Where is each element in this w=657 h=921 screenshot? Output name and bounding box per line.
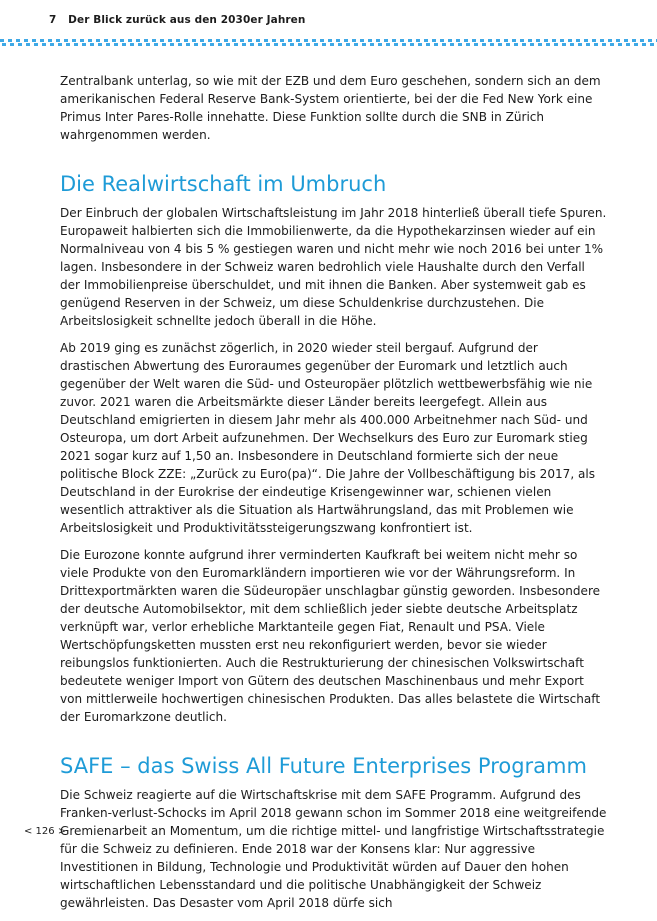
chapter-number: 7: [49, 14, 57, 26]
page-number: < 126 >: [24, 826, 67, 837]
paragraph: Der Einbruch der globalen Wirtschaftsleistung im Jahr 2018 hinterließ überall tiefe Spuren. Europaweit halbierten sich die Immobilienwerte, da die Hypothekarzinsen wieder auf ein Normalniveau von 4 bis 5 % gestiegen waren und nicht mehr wie noch 2016 bei unter 1% lagen. Insbesondere in der Schweiz waren bedrohlich viele Haushalte durch den Verfall der Immobilienpreise überschuldet, und mit ihnen die Banken. Aber systemweit gab es genügend Reserven in der Schweiz, um diese Schuldenkrise durchzustehen. Die Arbeitslosigkeit schnellte jedoch überall in die Höhe.: [60, 206, 607, 328]
intro-paragraph: Zentralbank unterlag, so wie mit der EZB und dem Euro geschehen, sondern sich an dem amerikanischen Federal Reserve Bank-System orientierte, bei der die Fed New York eine Primus Inter Pares-Rolle innehatte. Diese Funktion sollte durch die SNB in Zürich wahrgenommen werden.: [60, 74, 601, 142]
page-body: [60, 72, 608, 921]
paragraph: Ab 2019 ging es zunächst zögerlich, in 2020 wieder steil bergauf. Aufgrund der drastischen Abwertung des Euroraumes gegenüber der Euromark und letztlich auch gegenüber der Welt waren die Süd- und Osteuropäer plötzlich wettbewerbsfähig wie nie zuvor. 2021 waren die Arbeitsmärkte dieser Länder bereits leergefegt. Allein aus Deutschland emigrierten in diesem Jahr mehr als 400.000 Arbeitnehmer nach Süd- und Osteuropa, um dort Arbeit aufzunehmen. Der Wechselkurs des Euro zur Euromark stieg 2021 sogar kurz auf 1,50 an. Insbesondere in Deutschland formierte sich der neue politische Block ZZE: „Zurück zu Euro(pa)“. Die Jahre der Vollbeschäftigung bis 2017, als Deutschland in der Eurokrise der eindeutige Krisengewinner war, schienen vielen wesentlich attraktiver als die Situation als Hartwährungsland, das mit Problemen wie Arbeitslosigkeit und Produktivitätssteigerungszwang konfrontiert ist.: [60, 341, 596, 535]
paragraph: Die Schweiz reagierte auf die Wirtschaftskrise mit dem SAFE Programm. Aufgrund des Franken-verlust-Schocks im April 2018 gewann schon im Sommer 2018 eine weitgreifende Gremienarbeit an Momentum, um die richtige mittel- und langfristige Wirtschaftsstrategie für die Schweiz zu definieren. Ende 2018 war der Konsens klar: Nur aggressive Investitionen in Bildung, Technologie und Produktivität würden auf Dauer den hohen wirtschaftlichen Lebensstandard und die politische Unabhängigkeit der Schweiz gewährleisten. Das Desaster vom April 2018 dürfe sich: [60, 788, 607, 910]
section-heading-realwirtschaft: Die Realwirtschaft im Umbruch: [60, 172, 387, 196]
header-divider: [0, 39, 657, 45]
running-header: [49, 14, 305, 26]
chapter-title: Der Blick zurück aus den 2030er Jahren: [68, 14, 306, 26]
section-heading-safe: SAFE – das Swiss All Future Enterprises Programm: [60, 754, 587, 778]
paragraph: Die Eurozone konnte aufgrund ihrer verminderten Kaufkraft bei weitem nicht mehr so viele Produkte von den Euromarkländern importieren wie vor der Währungsreform. In Drittexportmärkten waren die Südeuropäer unschlagbar günstig geworden. Insbesondere der deutsche Automobilsektor, mit dem schließlich jeder siebte deutsche Arbeitsplatz verknüpft war, verlor erhebliche Marktanteile gegen Fiat, Renault und PSA. Viele Wertschöpfungsketten mussten erst neu rekonfiguriert werden, bevor sie wieder reibungslos funktionierten. Auch die Restrukturierung der chinesischen Volkswirtschaft bedeutete weniger Import von Gütern des deutschen Maschinenbaus und mehr Export von mittlerweile hochwertigen chinesischen Produkten. Das alles belastete die Wirtschaft der Euromarkzone deutlich.: [60, 548, 601, 724]
